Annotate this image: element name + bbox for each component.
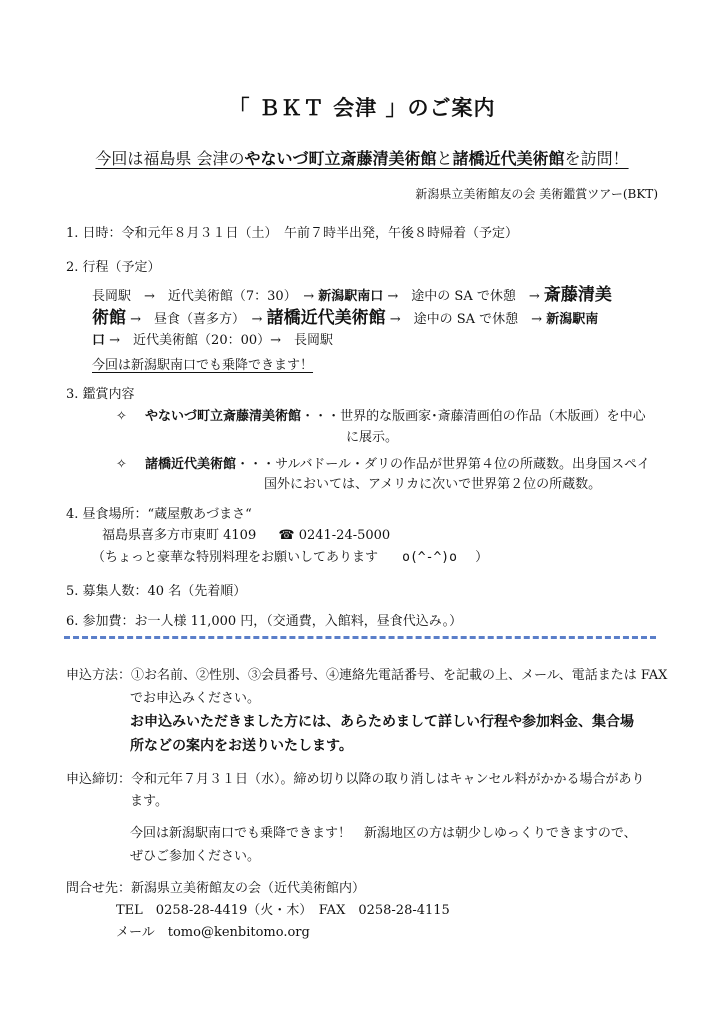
lunch-note-close: ） xyxy=(475,550,489,565)
subtitle-museum2: 諸橋近代美術館 xyxy=(452,149,565,168)
item-lunch-label: 4. 昼食場所：“蔵屋敷あづまさ“ xyxy=(66,507,252,522)
apply-bold2: 所などの案内をお送りいたします。 xyxy=(130,738,353,754)
contact-mail: メール tomo@kenbitomo.org xyxy=(116,925,310,940)
dashed-divider xyxy=(64,636,656,639)
lunch-note-line xyxy=(92,546,488,565)
deadline-text1: 令和元年７月３１日（水）。締め切り以降の取り消しはキャンセル料がかかる場合があり xyxy=(131,772,645,787)
lunch-note: （ちょっと豪華な特別料理をお願いしてあります xyxy=(92,550,379,565)
itinerary-line2-d: → 途中の SA で休憩 → xyxy=(389,312,543,327)
deadline-label: 申込締切： xyxy=(66,772,132,787)
subtitle-mid: と xyxy=(436,149,453,168)
lunch-address-line xyxy=(102,524,390,543)
apply-bold1: お申込みいただきました方には、あらためまして詳しい行程や参加料金、集合場 xyxy=(130,714,634,730)
itinerary-line2-b: → 昼食（喜多方） → xyxy=(130,312,263,327)
itinerary-line1-a: 長岡駅 → 近代美術館（7：30） → xyxy=(92,289,315,304)
viewing-b-name: 諸橋近代美術館 xyxy=(145,457,237,472)
viewing-a-line2: に展示。 xyxy=(346,430,399,445)
itinerary-line1 xyxy=(92,280,612,305)
itinerary-line3-b: → 近代美術館（20：00）→ 長岡駅 xyxy=(109,333,334,348)
item-datetime: 1. 日時：令和元年８月３１日（土） 午前７時半出発，午後８時帰着（予定） xyxy=(66,226,519,241)
bullet-icon: ✧ xyxy=(116,409,127,424)
item-itinerary-label: 2. 行程（予定） xyxy=(66,260,161,275)
item-capacity: 5. 募集人数：40 名（先着順） xyxy=(66,584,247,599)
deadline-note1: 今回は新潟駅南口でも乗降できます！ 新潟地区の方は朝少しゆっくりできますので、 xyxy=(130,826,637,841)
viewing-a-text: ・・・世界的な版画家･斎藤清画伯の作品（木版画）を中心 xyxy=(301,409,646,424)
item-fee: 6. 参加費：お一人様 11,000 円，（交通費，入館料，昼食代込み。） xyxy=(66,614,463,629)
apply-label: 申込方法： xyxy=(66,668,132,683)
item-viewing-label: 3. 鑑賞内容 xyxy=(66,387,135,402)
lunch-address: 福島県喜多方市東町 4109 xyxy=(102,528,257,543)
itinerary-stop-saito-cont: 術館 xyxy=(92,308,126,328)
bullet-icon: ✧ xyxy=(116,457,127,472)
deadline-line1 xyxy=(66,768,645,787)
subtitle-museum1: やないづ町立斎藤清美術館 xyxy=(244,149,437,168)
itinerary-line1-c: → 途中の SA で休憩 → xyxy=(387,289,540,304)
contact-label: 問合せ先：新潟県立美術館友の会（近代美術館内） xyxy=(66,881,366,896)
itinerary-line2 xyxy=(92,303,598,328)
apply-line1 xyxy=(66,664,667,683)
subtitle-pre: 今回は福島県 会津の xyxy=(95,149,245,168)
apply-text1: ①お名前、②性別、③会員番号、④連絡先電話番号、を記載の上、メール、電話または FAX xyxy=(131,668,668,683)
itinerary-line3 xyxy=(92,329,333,348)
itinerary-line3-a: 口 xyxy=(92,333,106,348)
viewing-b-text: ・・・サルバドール・ダリの作品が世界第４位の所蔵数。出身国スペイ xyxy=(236,457,650,472)
lunch-phone: 0241-24-5000 xyxy=(298,528,391,543)
apply-text2: でお申込みください。 xyxy=(130,691,261,706)
subtitle-post: を訪問！ xyxy=(564,149,629,168)
emoticon: o(^-^)o xyxy=(402,550,457,565)
contact-tel-fax: TEL 0258-28-4419（火・木） FAX 0258-28-4115 xyxy=(116,903,450,918)
viewing-b-line1 xyxy=(116,453,650,472)
organizer: 新潟県立美術館友の会 美術鑑賞ツアー(BKT) xyxy=(415,187,658,201)
subtitle xyxy=(0,146,724,169)
viewing-b-line2: 国外においては、アメリカに次いで世界第２位の所蔵数。 xyxy=(264,477,602,492)
viewing-a-line1 xyxy=(116,405,646,424)
itinerary-stop-saito: 斎藤清美 xyxy=(543,285,612,305)
phone-icon: ☎ xyxy=(278,528,295,543)
itinerary-stop-niigata: 新潟駅南口 xyxy=(318,289,384,304)
page-title: 「 ＢＫＴ 会津 」のご案内 xyxy=(228,96,496,120)
viewing-a-name: やないづ町立斎藤清美術館 xyxy=(145,409,302,424)
deadline-note2: ぜひご参加ください。 xyxy=(130,849,261,864)
itinerary-stop-niigata-2: 新潟駅南 xyxy=(546,312,599,327)
deadline-text2: ます。 xyxy=(130,794,168,809)
itinerary-note: 今回は新潟駅南口でも乗降できます！ xyxy=(92,358,314,373)
itinerary-stop-morohashi: 諸橋近代美術館 xyxy=(266,308,386,328)
